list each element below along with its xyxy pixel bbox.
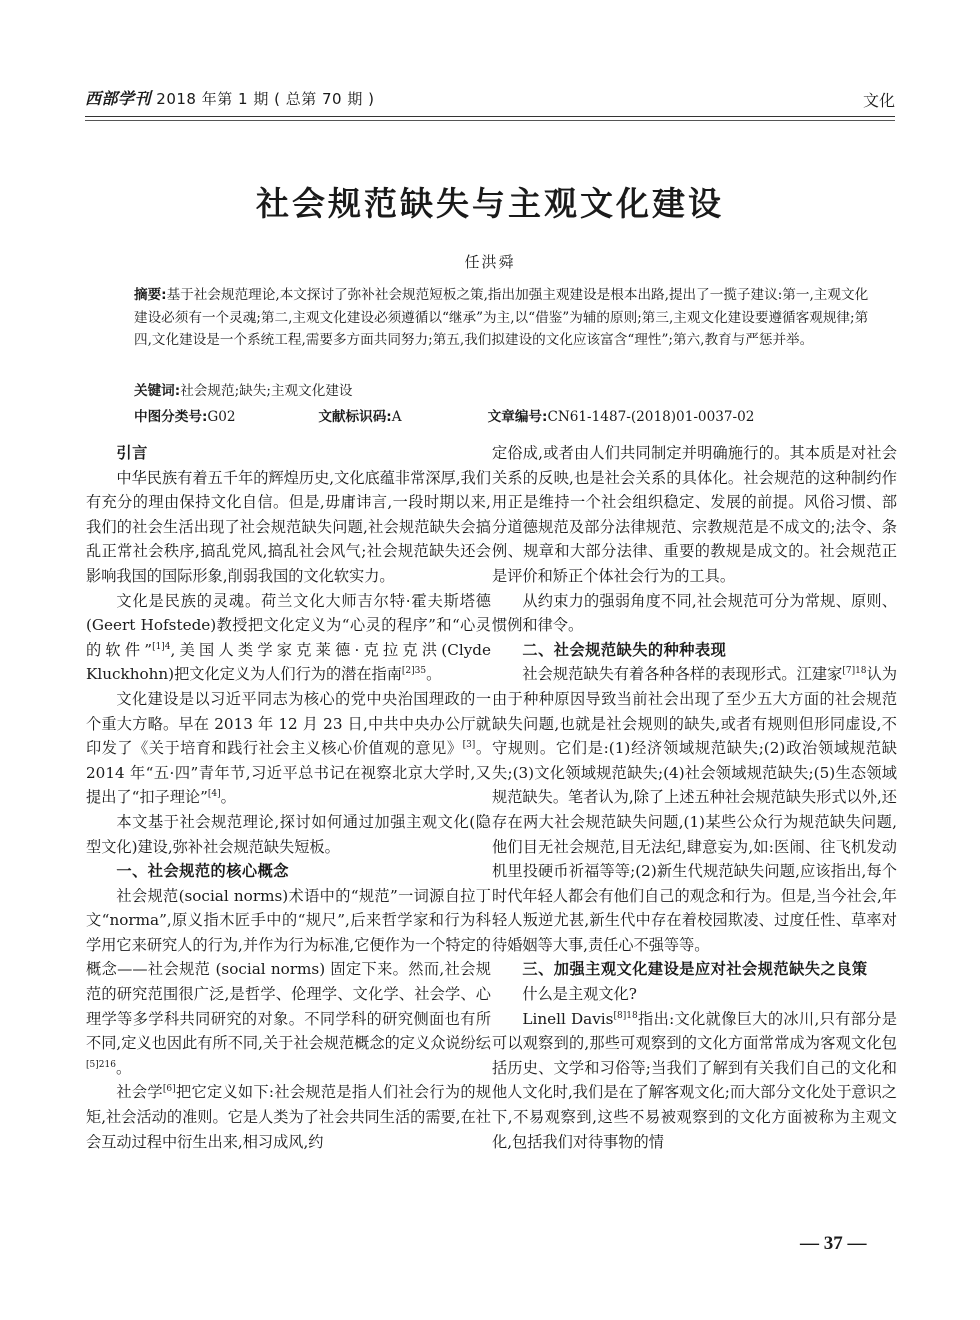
page-number: — 37 — bbox=[800, 1233, 867, 1254]
citation-ref: [1]4 bbox=[152, 641, 171, 652]
citation-ref: [6] bbox=[162, 1084, 176, 1095]
text-run: 中华民族有着五千年的辉煌历史,文化底蕴非常深厚,我们有充分的理由保持文化自信。但是,毋庸讳言,一段时期以来,我们的社会生活出现了社会规范缺失问题,社会规范缺失会搞乱正常社会秩序,搞乱党风,搞乱社会风气;社会规范缺失还会影响我国的国际形象,削弱我国的文化软实力。 bbox=[86, 468, 491, 585]
text-run: 社会规范缺失有着各种各样的表现形式。江建家 bbox=[522, 665, 843, 684]
clc-field bbox=[134, 405, 314, 425]
paragraph bbox=[86, 1080, 491, 1154]
citation-ref: [4] bbox=[207, 789, 221, 800]
citation-ref: [5]216 bbox=[86, 1059, 116, 1070]
text-run: 什么是主观文化? bbox=[522, 985, 637, 1004]
text-run: 。 bbox=[220, 788, 236, 807]
paragraph bbox=[86, 884, 491, 1081]
text-run: 二、社会规范缺失的种种表现 bbox=[522, 640, 727, 659]
text-run: 。 bbox=[426, 665, 442, 684]
paragraph bbox=[86, 466, 491, 589]
paragraph bbox=[492, 982, 897, 1007]
section-heading bbox=[492, 638, 897, 663]
article-no-field bbox=[488, 405, 755, 425]
running-header bbox=[85, 86, 895, 112]
text-run: 认为由于种种原因导致当前社会出现了至少五大方面的社会规范缺失问题,也就是社会规则的缺失,或者有规则但形同虚设,不守规则。它们是:(1)经济领域规范缺失;(2)政治领域规范缺失;(3)文化领域规范缺失;(4)社会领域规范缺失;(5)生态领域规范缺失。笔者认为,除了上述五种社会规范缺失形式以外,还存在两大社会规范缺失问题,(1)某些公众行为规范缺失问题,他们目无社会规范,目无法纪,肆意妄为,如:医闹、往飞机发动机里投硬币祈福等等;(2)新生代规范缺失问题,应该指出,每个时代年轻人都会有他们自己的观念和行为。但是,当今社会,年轻人叛逆尤甚,新生代中存在着校园欺凌、过度任性、草率对待婚姻等大事,责任心不强等等。 bbox=[492, 665, 898, 954]
abstract-text: 基于社会规范理论,本文探讨了弥补社会规范短板之策,指出加强主观建设是根本出路,提出了一揽子建议:第一,主观文化建设必须有一个灵魂;第二,主观文化建设必须遵循以“继承”为主,以“借鉴”为辅的原则;第三,主观文化建设要遵循客观规律;第四,文化建设是一个系统工程,需要多方面共同努力;第五,我们拟建设的文化应该富含“理性”;第六,教育与严惩并举。 bbox=[134, 287, 869, 348]
paragraph bbox=[492, 662, 897, 957]
text-run: 社会学 bbox=[116, 1083, 163, 1102]
text-run: 本文基于社会规范理论,探讨如何通过加强主观文化(隐型文化)建设,弥补社会规范缺失短板。 bbox=[86, 812, 491, 856]
article-title: 社会规范缺失与主观文化建设 bbox=[256, 184, 724, 223]
classification-line bbox=[134, 405, 894, 425]
section-heading bbox=[86, 859, 491, 884]
header-rule-top bbox=[85, 116, 895, 117]
paragraph bbox=[86, 687, 491, 810]
paragraph bbox=[492, 589, 897, 638]
doc-code-field bbox=[318, 405, 483, 425]
text-run: 定俗成,或者由人们共同制定并明确施行的。其本质是对社会关系的反映,也是社会关系的具体化。社会规范的这种制约作用正是维持一个社会组织稳定、发展的前提。风俗习惯、部分道德规范及部分法律规范、宗教规范是不成文的;法令、条例、规章和大部分法律、重要的教规是成文的。社会规范正是评价和矫正个体社会行为的工具。 bbox=[492, 444, 897, 585]
header-rule-bottom bbox=[85, 120, 895, 121]
section-heading bbox=[86, 441, 491, 466]
citation-ref: [2]35 bbox=[401, 666, 427, 677]
citation-ref: [3] bbox=[462, 740, 476, 751]
doc-code-value: A bbox=[391, 409, 402, 425]
section-heading bbox=[492, 957, 897, 982]
text-run: 。 bbox=[115, 1058, 132, 1077]
text-run: 三、加强主观文化建设是应对社会规范缺失之良策 bbox=[522, 960, 868, 979]
text-run: 文化建设是以习近平同志为核心的党中央治国理政的一个重大方略。早在 2013 年 12 月 23 日,中共中央办公厅就印发了《关于培育和践行社会主义核心价值观的意见》 bbox=[86, 689, 491, 758]
text-run: 把它定义如下:社会规范是指人们社会行为的规矩,社会活动的准则。它是人类为了社会共同生活的需要,在社会互动过程中衍生出来,相习成风,约 bbox=[86, 1083, 492, 1151]
keywords-text: 社会规范;缺失;主观文化建设 bbox=[180, 383, 353, 399]
text-run: 一、社会规范的核心概念 bbox=[116, 862, 289, 881]
clc-label: 中图分类号: bbox=[134, 409, 208, 425]
text-run: 。2014 年“五·四”青年节,习近平总书记在视察北京大学时,又提出了“扣子理论” bbox=[86, 739, 492, 807]
doc-code-label: 文献标识码: bbox=[318, 409, 392, 425]
keywords bbox=[134, 379, 353, 399]
keywords-label: 关键词: bbox=[134, 383, 181, 399]
right-column bbox=[492, 441, 897, 1154]
paragraph-continuation bbox=[492, 441, 897, 589]
article-no-value: CN61-1487-(2018)01-0037-02 bbox=[547, 409, 755, 425]
citation-ref: [8]18 bbox=[613, 1010, 638, 1021]
text-run: 文化是民族的灵魂。荷兰文化大师吉尔特·霍夫斯塔德(Geert Hofstede)教授把文化定义为“心灵的程序”和“心灵的软件” bbox=[86, 591, 491, 659]
article-author: 任洪舜 bbox=[464, 253, 516, 271]
citation-ref: [7]18 bbox=[842, 666, 867, 677]
abstract bbox=[134, 284, 876, 352]
abstract-label: 摘要: bbox=[134, 287, 167, 303]
text-run: 社会规范(social norms)术语中的“规范”一词源自拉丁文“norma”,原义指木匠手中的“规尺”,后来哲学家和行为科学用它来研究人的行为,并作为行为标准,它便作为一个特定的概念——社会规范 (social norms) 固定下来。然而,社会规范的研究范围很广泛,是哲学、伦理学、文化学、社会学、心理学等多学科共同研究的对象。不同学科的研究侧面也有所不同,定义也因此有所不同,关于社会规范概念的定义众说纷纭 bbox=[86, 886, 491, 1053]
text-run: 从约束力的强弱角度不同,社会规范可分为常规、原则、惯例和律令。 bbox=[492, 591, 897, 635]
article-no-label: 文章编号: bbox=[487, 409, 548, 425]
issue-info: 2018 年第 1 期 ( 总第 70 期 ) bbox=[156, 90, 375, 108]
clc-value: G02 bbox=[207, 409, 236, 425]
paragraph bbox=[492, 1007, 897, 1155]
left-column bbox=[86, 441, 491, 1154]
text-run: Linell Davis bbox=[522, 1009, 614, 1028]
text-run: 指出:文化就像巨大的冰川,只有部分是可以观察到的,那些可观察到的文化方面常常成为客观文化包括历史、文学和习俗等;当我们了解到有关我们自己的文化和他人文化时,我们是在了解客观文化;而大部分文化处于意识之下,不易观察到,这些不易被观察到的文化方面被称为主观文化,包括我们对待事物的情 bbox=[492, 1009, 897, 1151]
journal-issue-line bbox=[85, 86, 374, 109]
paragraph bbox=[86, 589, 491, 687]
journal-name: 西部学刊 bbox=[85, 89, 152, 108]
text-run: ,美国人类学家克莱德·克拉克洪(Clyde Kluckhohn)把文化定义为人们行为的潜在指南 bbox=[86, 640, 491, 684]
paragraph bbox=[86, 810, 491, 859]
text-run: 引言 bbox=[116, 444, 148, 462]
section-tag: 文化 bbox=[862, 91, 895, 110]
